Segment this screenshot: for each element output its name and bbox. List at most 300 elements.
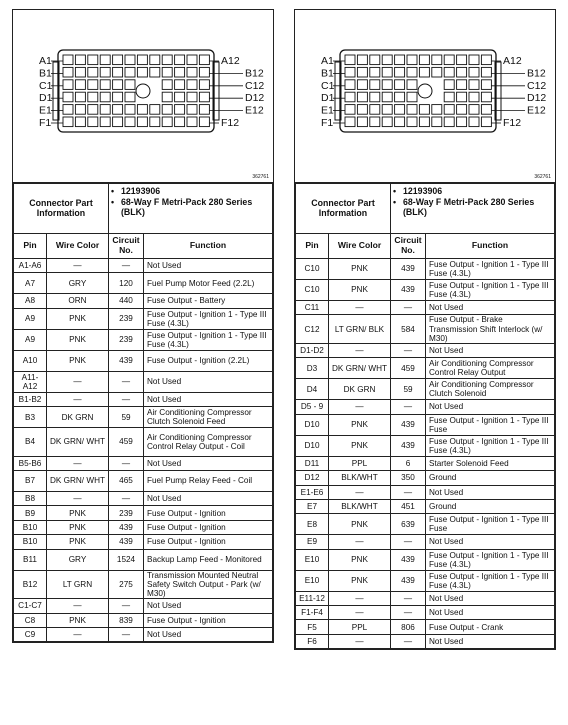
function-cell: Not Used <box>144 627 273 641</box>
function-cell: Fuse Output - Ignition <box>144 535 273 549</box>
terminal-cavity <box>88 80 98 90</box>
wire-color-cell: — <box>47 492 109 506</box>
terminal-cavity <box>345 67 355 77</box>
row-label: E1 <box>321 104 334 117</box>
function-cell: Not Used <box>426 400 555 414</box>
wire-color-cell: LT GRN <box>47 570 109 599</box>
table-row <box>14 613 273 627</box>
pinout-rows <box>14 259 273 642</box>
terminal-cavity <box>407 92 417 102</box>
row-label: B1 <box>39 67 52 80</box>
function-cell: Fuse Output - Crank <box>426 620 555 634</box>
row-label: F12 <box>503 117 522 129</box>
function-cell: Fuse Output - Ignition 1 - Type III Fuse (4.3L) <box>426 280 555 301</box>
wire-color-cell: PNK <box>47 535 109 549</box>
table-row <box>14 350 273 371</box>
terminal-cavity <box>162 55 172 65</box>
wire-color-cell: — <box>329 591 391 605</box>
terminal-cavity <box>199 55 209 65</box>
terminal-cavity <box>481 92 491 102</box>
function-cell: Not Used <box>426 535 555 549</box>
circuit-cell: 239 <box>109 308 144 329</box>
row-label: D1 <box>321 92 335 105</box>
keying-hole <box>136 84 150 98</box>
table-row <box>296 456 555 470</box>
function-cell: Air Conditioning Compressor Clutch Solenoid Feed <box>144 407 273 428</box>
pin-cell: D5 - 9 <box>296 400 329 414</box>
pin-cell: E7 <box>296 499 329 513</box>
terminal-cavity <box>407 105 417 115</box>
function-cell: Fuse Output - Ignition 1 - Type III Fuse <box>426 514 555 535</box>
table-row <box>14 407 273 428</box>
function-cell: Fuse Output - Brake Transmission Shift Interlock (w/ M30) <box>426 315 555 344</box>
function-cell: Fuse Output - Ignition <box>144 506 273 520</box>
wire-color-cell: — <box>329 485 391 499</box>
circuit-cell: — <box>109 259 144 273</box>
terminal-cavity <box>137 55 147 65</box>
pin-cell: E8 <box>296 514 329 535</box>
function-cell: Not Used <box>144 456 273 470</box>
circuit-cell: 639 <box>391 514 426 535</box>
terminal-cavity <box>370 80 380 90</box>
terminal-cavity <box>357 92 367 102</box>
wire-color-cell: — <box>47 259 109 273</box>
function-cell: Not Used <box>144 392 273 406</box>
circuit-cell: 439 <box>391 414 426 435</box>
pin-cell: D11 <box>296 456 329 470</box>
pin-cell: C11 <box>296 301 329 315</box>
terminal-cavity <box>407 117 417 127</box>
row-label: F1 <box>321 117 334 129</box>
terminal-cavity <box>395 80 405 90</box>
row-label: D1 <box>39 92 53 105</box>
wire-color-cell: DK GRN/ WHT <box>47 471 109 492</box>
row-label: C1 <box>321 79 335 92</box>
info-item: • 68-Way F Metri-Pack 280 Series (BLK) <box>393 198 552 218</box>
pin-header: Pin <box>296 234 329 259</box>
row-label: C12 <box>527 79 547 92</box>
wire-color-cell: PPL <box>329 620 391 634</box>
pin-cell: C12 <box>296 315 329 344</box>
table-row <box>296 435 555 456</box>
terminal-cavity <box>345 117 355 127</box>
pin-cell: C10 <box>296 259 329 280</box>
circuit-cell: 1524 <box>109 549 144 570</box>
keying-hole <box>418 84 432 98</box>
wire-color-cell: DK GRN/ WHT <box>47 428 109 457</box>
table-row <box>14 570 273 599</box>
terminal-cavity <box>444 67 454 77</box>
pin-cell: A9 <box>14 329 47 350</box>
table-row <box>14 294 273 308</box>
pin-cell: D12 <box>296 471 329 485</box>
pin-cell: E10 <box>296 549 329 570</box>
row-label: F1 <box>39 117 52 129</box>
circuit-header: Circuit No. <box>391 234 426 259</box>
table-row <box>296 591 555 605</box>
circuit-cell: — <box>391 591 426 605</box>
function-cell: Fuse Output - Ignition <box>144 613 273 627</box>
terminal-cavity <box>481 67 491 77</box>
pin-cell: B3 <box>14 407 47 428</box>
row-label: E1 <box>39 104 52 117</box>
terminal-cavity <box>162 92 172 102</box>
function-cell: Air Conditioning Compressor Control Relay Output <box>426 358 555 379</box>
pin-cell: C10 <box>296 280 329 301</box>
function-cell: Not Used <box>426 606 555 620</box>
info-item: • 12193906 <box>111 186 161 196</box>
connector-diagram <box>295 10 555 183</box>
terminal-cavity <box>100 92 110 102</box>
connector-face-drawing <box>13 10 273 182</box>
table-row <box>14 471 273 492</box>
table-row <box>296 471 555 485</box>
circuit-cell: — <box>109 627 144 641</box>
terminal-cavity <box>175 80 185 90</box>
wire-color-cell: PNK <box>329 549 391 570</box>
table-row <box>14 535 273 549</box>
terminal-cavity <box>444 92 454 102</box>
terminal-cavity <box>444 105 454 115</box>
terminal-cavity <box>407 80 417 90</box>
circuit-cell: 239 <box>109 506 144 520</box>
terminal-cavity <box>457 55 467 65</box>
part-number: 12193906 <box>121 186 161 196</box>
circuit-cell: 440 <box>109 294 144 308</box>
pin-cell: C1-C7 <box>14 599 47 613</box>
row-label: A12 <box>503 55 522 67</box>
terminal-cavity <box>75 55 85 65</box>
row-label: D12 <box>245 92 265 105</box>
terminal-cavity <box>419 117 429 127</box>
circuit-cell: 451 <box>391 499 426 513</box>
terminal-cavity <box>75 67 85 77</box>
terminal-cavity <box>370 105 380 115</box>
pin-cell: A10 <box>14 350 47 371</box>
terminal-cavity <box>75 80 85 90</box>
terminal-cavity <box>199 67 209 77</box>
terminal-cavity <box>175 117 185 127</box>
pinout-rows <box>296 259 555 649</box>
pin-header: Pin <box>14 234 47 259</box>
terminal-cavity <box>419 105 429 115</box>
row-label: D12 <box>527 92 547 105</box>
terminal-cavity <box>419 55 429 65</box>
terminal-cavity <box>469 117 479 127</box>
pinout-table <box>13 183 273 642</box>
wire-color-cell: — <box>329 634 391 648</box>
wire-color-cell: DK GRN <box>329 379 391 400</box>
wire-color-cell: BLK/WHT <box>329 499 391 513</box>
circuit-cell: — <box>391 343 426 357</box>
function-cell: Fuse Output - Ignition 1 - Type III Fuse (4.3L) <box>426 549 555 570</box>
circuit-cell: — <box>109 371 144 392</box>
terminal-cavity <box>432 117 442 127</box>
function-cell: Fuse Output - Ignition <box>144 520 273 534</box>
terminal-cavity <box>100 117 110 127</box>
wire-color-cell: — <box>329 400 391 414</box>
circuit-cell: — <box>109 392 144 406</box>
terminal-cavity <box>457 117 467 127</box>
terminal-cavity <box>63 105 73 115</box>
pin-cell: D1-D2 <box>296 343 329 357</box>
terminal-cavity <box>100 105 110 115</box>
terminal-cavity <box>187 80 197 90</box>
pin-cell: D4 <box>296 379 329 400</box>
connector-info-title: Connector Part Information <box>14 184 109 234</box>
pin-cell: B12 <box>14 570 47 599</box>
terminal-cavity <box>432 67 442 77</box>
terminal-cavity <box>407 67 417 77</box>
circuit-cell: 120 <box>109 273 144 294</box>
left-connector-panel <box>12 9 274 643</box>
table-row <box>296 499 555 513</box>
table-row <box>14 392 273 406</box>
function-cell: Transmission Mounted Neutral Safety Switch Output - Park (w/ M30) <box>144 570 273 599</box>
terminal-cavity <box>187 67 197 77</box>
row-label: B1 <box>321 67 334 80</box>
terminal-cavity <box>63 55 73 65</box>
circuit-cell: 439 <box>391 280 426 301</box>
table-row <box>14 549 273 570</box>
terminal-cavity <box>395 55 405 65</box>
terminal-cavity <box>370 92 380 102</box>
terminal-cavity <box>125 67 135 77</box>
terminal-cavity <box>162 105 172 115</box>
row-label: B12 <box>527 67 546 80</box>
column-header-row <box>296 234 555 259</box>
table-row <box>296 280 555 301</box>
connector-diagram <box>13 10 273 183</box>
terminal-cavity <box>150 117 160 127</box>
terminal-cavity <box>481 55 491 65</box>
wire-color-cell: — <box>329 301 391 315</box>
function-cell: Fuse Output - Ignition 1 - Type III Fuse (4.3L) <box>144 329 273 350</box>
wire-color-header: Wire Color <box>329 234 391 259</box>
circuit-cell: — <box>391 606 426 620</box>
terminal-cavity <box>382 55 392 65</box>
terminal-cavity <box>63 80 73 90</box>
wire-color-cell: PNK <box>47 520 109 534</box>
wire-color-cell: PPL <box>329 456 391 470</box>
function-cell: Backup Lamp Feed - Monitored <box>144 549 273 570</box>
circuit-cell: 439 <box>109 520 144 534</box>
pin-cell: A9 <box>14 308 47 329</box>
terminal-cavity <box>345 55 355 65</box>
terminal-cavity <box>100 55 110 65</box>
terminal-cavity <box>419 67 429 77</box>
terminal-cavity <box>187 117 197 127</box>
connector-description: 68-Way F Metri-Pack 280 Series (BLK) <box>403 196 535 217</box>
terminal-cavity <box>75 105 85 115</box>
table-row <box>14 506 273 520</box>
row-label: E12 <box>245 104 264 117</box>
table-row <box>296 400 555 414</box>
row-label: B12 <box>245 67 264 80</box>
row-label: C12 <box>245 79 265 92</box>
pin-cell: B9 <box>14 506 47 520</box>
terminal-cavity <box>162 80 172 90</box>
terminal-cavity <box>432 105 442 115</box>
wire-color-cell: PNK <box>329 259 391 280</box>
terminal-cavity <box>345 92 355 102</box>
terminal-cavity <box>175 92 185 102</box>
function-cell: Ground <box>426 471 555 485</box>
terminal-cavity <box>357 80 367 90</box>
terminal-cavity <box>113 92 123 102</box>
pin-cell: C9 <box>14 627 47 641</box>
circuit-cell: 459 <box>391 358 426 379</box>
wire-color-cell: PNK <box>329 280 391 301</box>
function-cell: Fuel Pump Relay Feed - Coil <box>144 471 273 492</box>
terminal-cavity <box>370 117 380 127</box>
circuit-cell: 275 <box>109 570 144 599</box>
wire-color-cell: ORN <box>47 294 109 308</box>
wire-color-cell: PNK <box>47 350 109 371</box>
wire-color-cell: GRY <box>47 549 109 570</box>
function-cell: Fuse Output - Ignition 1 - Type III Fuse (4.3L) <box>426 435 555 456</box>
table-row <box>296 549 555 570</box>
pin-cell: A7 <box>14 273 47 294</box>
circuit-cell: 439 <box>391 570 426 591</box>
terminal-cavity <box>175 55 185 65</box>
wire-color-cell: — <box>329 343 391 357</box>
terminal-cavity <box>444 55 454 65</box>
pin-cell: B7 <box>14 471 47 492</box>
pin-cell: A11-A12 <box>14 371 47 392</box>
table-row <box>14 599 273 613</box>
function-cell: Fuse Output - Ignition 1 - Type III Fuse (4.3L) <box>426 259 555 280</box>
terminal-cavity <box>457 105 467 115</box>
terminal-cavity <box>370 67 380 77</box>
pin-cell: D3 <box>296 358 329 379</box>
terminal-cavity <box>150 105 160 115</box>
function-cell: Fuse Output - Ignition 1 - Type III Fuse (4.3L) <box>144 308 273 329</box>
terminal-cavity <box>125 105 135 115</box>
function-cell: Not Used <box>144 599 273 613</box>
table-row <box>14 273 273 294</box>
terminal-cavity <box>100 67 110 77</box>
terminal-cavity <box>382 67 392 77</box>
terminal-cavity <box>100 80 110 90</box>
terminal-cavity <box>345 105 355 115</box>
pin-cell: A1-A6 <box>14 259 47 273</box>
circuit-cell: — <box>109 492 144 506</box>
terminal-cavity <box>125 80 135 90</box>
terminal-cavity <box>88 92 98 102</box>
part-number: 12193906 <box>403 186 443 196</box>
wire-color-cell: PNK <box>329 570 391 591</box>
terminal-cavity <box>382 92 392 102</box>
pin-cell: C8 <box>14 613 47 627</box>
terminal-cavity <box>162 67 172 77</box>
terminal-cavity <box>137 67 147 77</box>
function-cell: Fuse Output - Ignition 1 - Type III Fuse (4.3L) <box>426 570 555 591</box>
terminal-cavity <box>407 55 417 65</box>
circuit-cell: 459 <box>109 428 144 457</box>
row-label: A1 <box>321 55 334 67</box>
function-cell: Fuel Pump Motor Feed (2.2L) <box>144 273 273 294</box>
pin-cell: B10 <box>14 520 47 534</box>
terminal-cavity <box>357 55 367 65</box>
circuit-cell: 439 <box>391 435 426 456</box>
table-row <box>296 634 555 648</box>
terminal-cavity <box>125 55 135 65</box>
table-row <box>14 492 273 506</box>
pin-cell: D10 <box>296 435 329 456</box>
terminal-cavity <box>113 117 123 127</box>
connector-info-title: Connector Part Information <box>296 184 391 234</box>
circuit-cell: 465 <box>109 471 144 492</box>
terminal-cavity <box>199 105 209 115</box>
pin-cell: D10 <box>296 414 329 435</box>
function-cell: Starter Solenoid Feed <box>426 456 555 470</box>
terminal-cavity <box>150 55 160 65</box>
terminal-cavity <box>481 105 491 115</box>
info-item: • 68-Way F Metri-Pack 280 Series (BLK) <box>111 198 270 218</box>
wire-color-header: Wire Color <box>47 234 109 259</box>
terminal-cavity <box>481 117 491 127</box>
terminal-cavity <box>187 105 197 115</box>
terminal-cavity <box>63 92 73 102</box>
row-label: E12 <box>527 104 546 117</box>
pin-cell: B11 <box>14 549 47 570</box>
pin-cell: B5-B6 <box>14 456 47 470</box>
wire-color-cell: — <box>329 535 391 549</box>
figure-number: 362761 <box>252 174 269 180</box>
table-row <box>296 301 555 315</box>
table-row <box>14 259 273 273</box>
terminal-cavity <box>457 80 467 90</box>
circuit-cell: — <box>391 535 426 549</box>
terminal-cavity <box>175 67 185 77</box>
terminal-cavity <box>444 80 454 90</box>
table-row <box>296 570 555 591</box>
table-row <box>296 379 555 400</box>
table-row <box>296 259 555 280</box>
connector-info-row <box>296 184 555 234</box>
terminal-cavity <box>469 80 479 90</box>
circuit-cell: — <box>109 456 144 470</box>
terminal-cavity <box>113 105 123 115</box>
table-row <box>296 620 555 634</box>
circuit-cell: 59 <box>109 407 144 428</box>
function-cell: Fuse Output - Battery <box>144 294 273 308</box>
terminal-cavity <box>88 55 98 65</box>
pin-cell: E10 <box>296 570 329 591</box>
circuit-cell: — <box>109 599 144 613</box>
function-cell: Fuse Output - Ignition 1 - Type III Fuse <box>426 414 555 435</box>
function-cell: Not Used <box>426 485 555 499</box>
terminal-cavity <box>113 67 123 77</box>
wire-color-cell: PNK <box>329 514 391 535</box>
table-row <box>14 428 273 457</box>
terminal-cavity <box>88 105 98 115</box>
table-row <box>14 308 273 329</box>
wire-color-cell: LT GRN/ BLK <box>329 315 391 344</box>
circuit-cell: 439 <box>109 535 144 549</box>
pin-cell: E11-12 <box>296 591 329 605</box>
terminal-cavity <box>137 117 147 127</box>
circuit-cell: 6 <box>391 456 426 470</box>
circuit-cell: 439 <box>391 259 426 280</box>
pin-cell: B10 <box>14 535 47 549</box>
function-header: Function <box>426 234 555 259</box>
function-cell: Not Used <box>144 371 273 392</box>
wire-color-cell: — <box>329 606 391 620</box>
column-header-row <box>14 234 273 259</box>
circuit-cell: — <box>391 634 426 648</box>
